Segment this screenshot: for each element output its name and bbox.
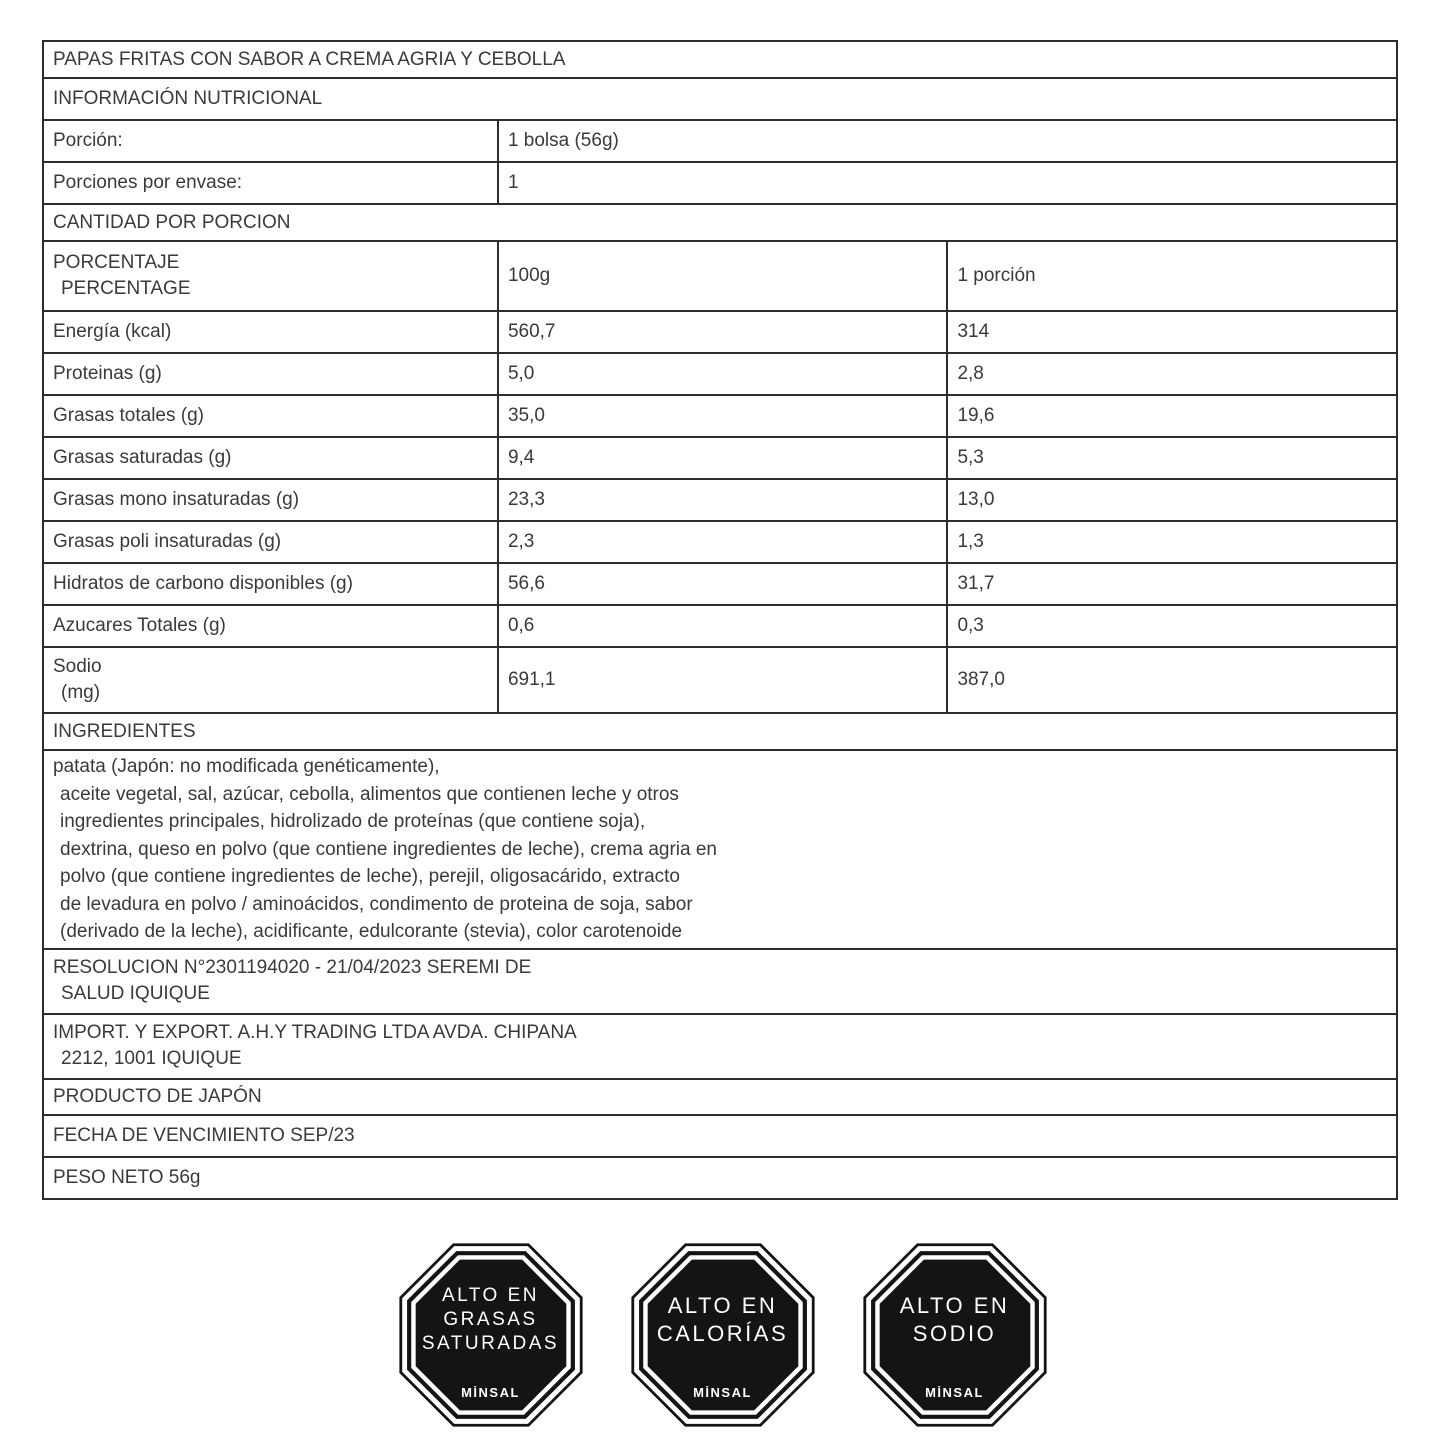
nutrient-label: Proteinas (g) xyxy=(43,353,498,395)
ingredients-line: (derivado de la leche), acidificante, edulcorante (stevia), color carotenoide xyxy=(60,921,683,942)
row-importer xyxy=(43,1014,1397,1079)
nutrition-section-title: INFORMACIÓN NUTRICIONAL xyxy=(43,78,1397,120)
row-amount-per-serving-title xyxy=(43,204,1397,241)
nutrient-label: Azucares Totales (g) xyxy=(43,605,498,647)
product-name: PAPAS FRITAS CON SABOR A CREMA AGRIA Y CEBOLLA xyxy=(43,41,1397,78)
importer-line2: 2212, 1001 IQUIQUE xyxy=(61,1048,242,1069)
ingredients-line: de levadura en polvo / aminoácidos, condimento de proteina de soja, sabor xyxy=(60,893,693,915)
nutrition-label-table xyxy=(42,40,1398,1200)
seal-text xyxy=(398,1242,584,1428)
nutrient-per-100g: 560,7 xyxy=(498,311,948,353)
nutrient-per-serving: 13,0 xyxy=(947,479,1397,521)
nutrient-per-100g: 35,0 xyxy=(498,395,948,437)
seal-text-line: ALTO EN xyxy=(667,1293,778,1318)
row-serving-size xyxy=(43,120,1397,162)
nutrient-row-sodium xyxy=(43,647,1397,713)
nutrient-per-serving: 19,6 xyxy=(947,395,1397,437)
servings-per-pack-value: 1 xyxy=(498,162,1397,204)
seal-authority-label: MİNSAL xyxy=(461,1385,520,1400)
nutrient-label xyxy=(43,647,498,713)
nutrient-per-100g: 56,6 xyxy=(498,563,948,605)
seal-text-line: SODIO xyxy=(912,1321,997,1346)
ingredients-list xyxy=(43,750,1397,949)
serving-size-label: Porción: xyxy=(43,120,498,162)
net-weight-text: PESO NETO 56g xyxy=(43,1157,1397,1199)
nutrient-per-100g: 2,3 xyxy=(498,521,948,563)
row-nutrition-section-title xyxy=(43,78,1397,120)
nutrient-row-monounsaturated-fat xyxy=(43,479,1397,521)
servings-per-pack-label: Porciones por envase: xyxy=(43,162,498,204)
ingredients-line: dextrina, queso en polvo (que contiene ingredientes de leche), crema agria en xyxy=(60,838,717,860)
nutrient-per-100g: 691,1 xyxy=(498,647,948,713)
nutrient-row-carbohydrates xyxy=(43,563,1397,605)
ingredients-line: polvo (que contiene ingredientes de leche), perejil, oligosacárido, extracto xyxy=(60,866,680,887)
ingredients-line: ingredientes principales, hidrolizado de proteínas (que contiene soja), xyxy=(60,811,646,832)
nutrient-per-100g: 23,3 xyxy=(498,479,948,521)
nutrient-row-saturated-fat xyxy=(43,437,1397,479)
column-header-1-porcion: 1 porción xyxy=(947,241,1397,311)
ingredients-line: aceite vegetal, sal, azúcar, cebolla, alimentos que contienen leche y otros xyxy=(60,783,679,805)
nutrient-label: Hidratos de carbono disponibles (g) xyxy=(43,563,498,605)
nutrient-row-total-fat xyxy=(43,395,1397,437)
seal-text-line: CALORÍAS xyxy=(656,1321,789,1346)
sodium-label-line2: (mg) xyxy=(61,682,101,703)
row-net-weight xyxy=(43,1157,1397,1199)
column-header-percentage-line1: PORCENTAJE xyxy=(53,252,180,273)
importer-text xyxy=(43,1014,1397,1079)
nutrient-label: Energía (kcal) xyxy=(43,311,498,353)
nutrient-per-serving: 5,3 xyxy=(947,437,1397,479)
row-product-name xyxy=(43,41,1397,78)
importer-line1: IMPORT. Y EXPORT. A.H.Y TRADING LTDA AVDA. CHIPANA xyxy=(53,1022,577,1043)
nutrient-per-serving: 31,7 xyxy=(947,563,1397,605)
resolution-line1: RESOLUCION N°2301194020 - 21/04/2023 SEREMI DE xyxy=(53,957,532,978)
nutrient-row-energy xyxy=(43,311,1397,353)
nutrient-per-serving: 314 xyxy=(947,311,1397,353)
seal-text-line: SATURADAS xyxy=(421,1333,560,1354)
seal-text-line: ALTO EN xyxy=(899,1293,1010,1318)
nutrient-per-100g: 9,4 xyxy=(498,437,948,479)
row-servings-per-pack xyxy=(43,162,1397,204)
nutrient-row-protein xyxy=(43,353,1397,395)
resolution-line2: SALUD IQUIQUE xyxy=(61,983,210,1004)
nutrient-row-polyunsaturated-fat xyxy=(43,521,1397,563)
nutrient-per-serving: 1,3 xyxy=(947,521,1397,563)
seal-authority-label: MİNSAL xyxy=(693,1385,752,1400)
nutrient-per-serving: 387,0 xyxy=(947,647,1397,713)
nutrient-per-100g: 0,6 xyxy=(498,605,948,647)
resolution-text xyxy=(43,949,1397,1014)
seal-text-line: GRASAS xyxy=(443,1309,538,1330)
nutrient-row-total-sugars xyxy=(43,605,1397,647)
expiry-text: FECHA DE VENCIMIENTO SEP/23 xyxy=(43,1115,1397,1157)
warning-seal-high-sodium xyxy=(862,1242,1048,1428)
warning-seals-row xyxy=(0,1242,1445,1428)
row-column-headers xyxy=(43,241,1397,311)
column-header-percentage-line2: PERCENTAGE xyxy=(61,278,191,299)
serving-size-value: 1 bolsa (56g) xyxy=(498,120,1397,162)
nutrient-label: Grasas saturadas (g) xyxy=(43,437,498,479)
warning-seal-high-calories xyxy=(630,1242,816,1428)
nutrient-per-100g: 5,0 xyxy=(498,353,948,395)
row-ingredients-title xyxy=(43,713,1397,750)
seal-text-line: ALTO EN xyxy=(441,1285,540,1306)
nutrient-label: Grasas poli insaturadas (g) xyxy=(43,521,498,563)
ingredients-line: patata (Japón: no modificada genéticamente), xyxy=(53,756,440,777)
amount-per-serving-title: CANTIDAD POR PORCION xyxy=(43,204,1397,241)
row-ingredients-list xyxy=(43,750,1397,949)
sodium-label-line1: Sodio xyxy=(53,656,102,677)
warning-seal-high-saturated-fat xyxy=(398,1242,584,1428)
column-header-percentage xyxy=(43,241,498,311)
seal-authority-label: MİNSAL xyxy=(925,1385,984,1400)
ingredients-section-title: INGREDIENTES xyxy=(43,713,1397,750)
nutrient-per-serving: 0,3 xyxy=(947,605,1397,647)
row-expiry xyxy=(43,1115,1397,1157)
origin-text: PRODUCTO DE JAPÓN xyxy=(43,1079,1397,1115)
nutrient-label: Grasas totales (g) xyxy=(43,395,498,437)
seal-text xyxy=(630,1242,816,1428)
nutrient-per-serving: 2,8 xyxy=(947,353,1397,395)
row-resolution xyxy=(43,949,1397,1014)
nutrient-label: Grasas mono insaturadas (g) xyxy=(43,479,498,521)
column-header-100g: 100g xyxy=(498,241,948,311)
seal-text xyxy=(862,1242,1048,1428)
row-origin xyxy=(43,1079,1397,1115)
